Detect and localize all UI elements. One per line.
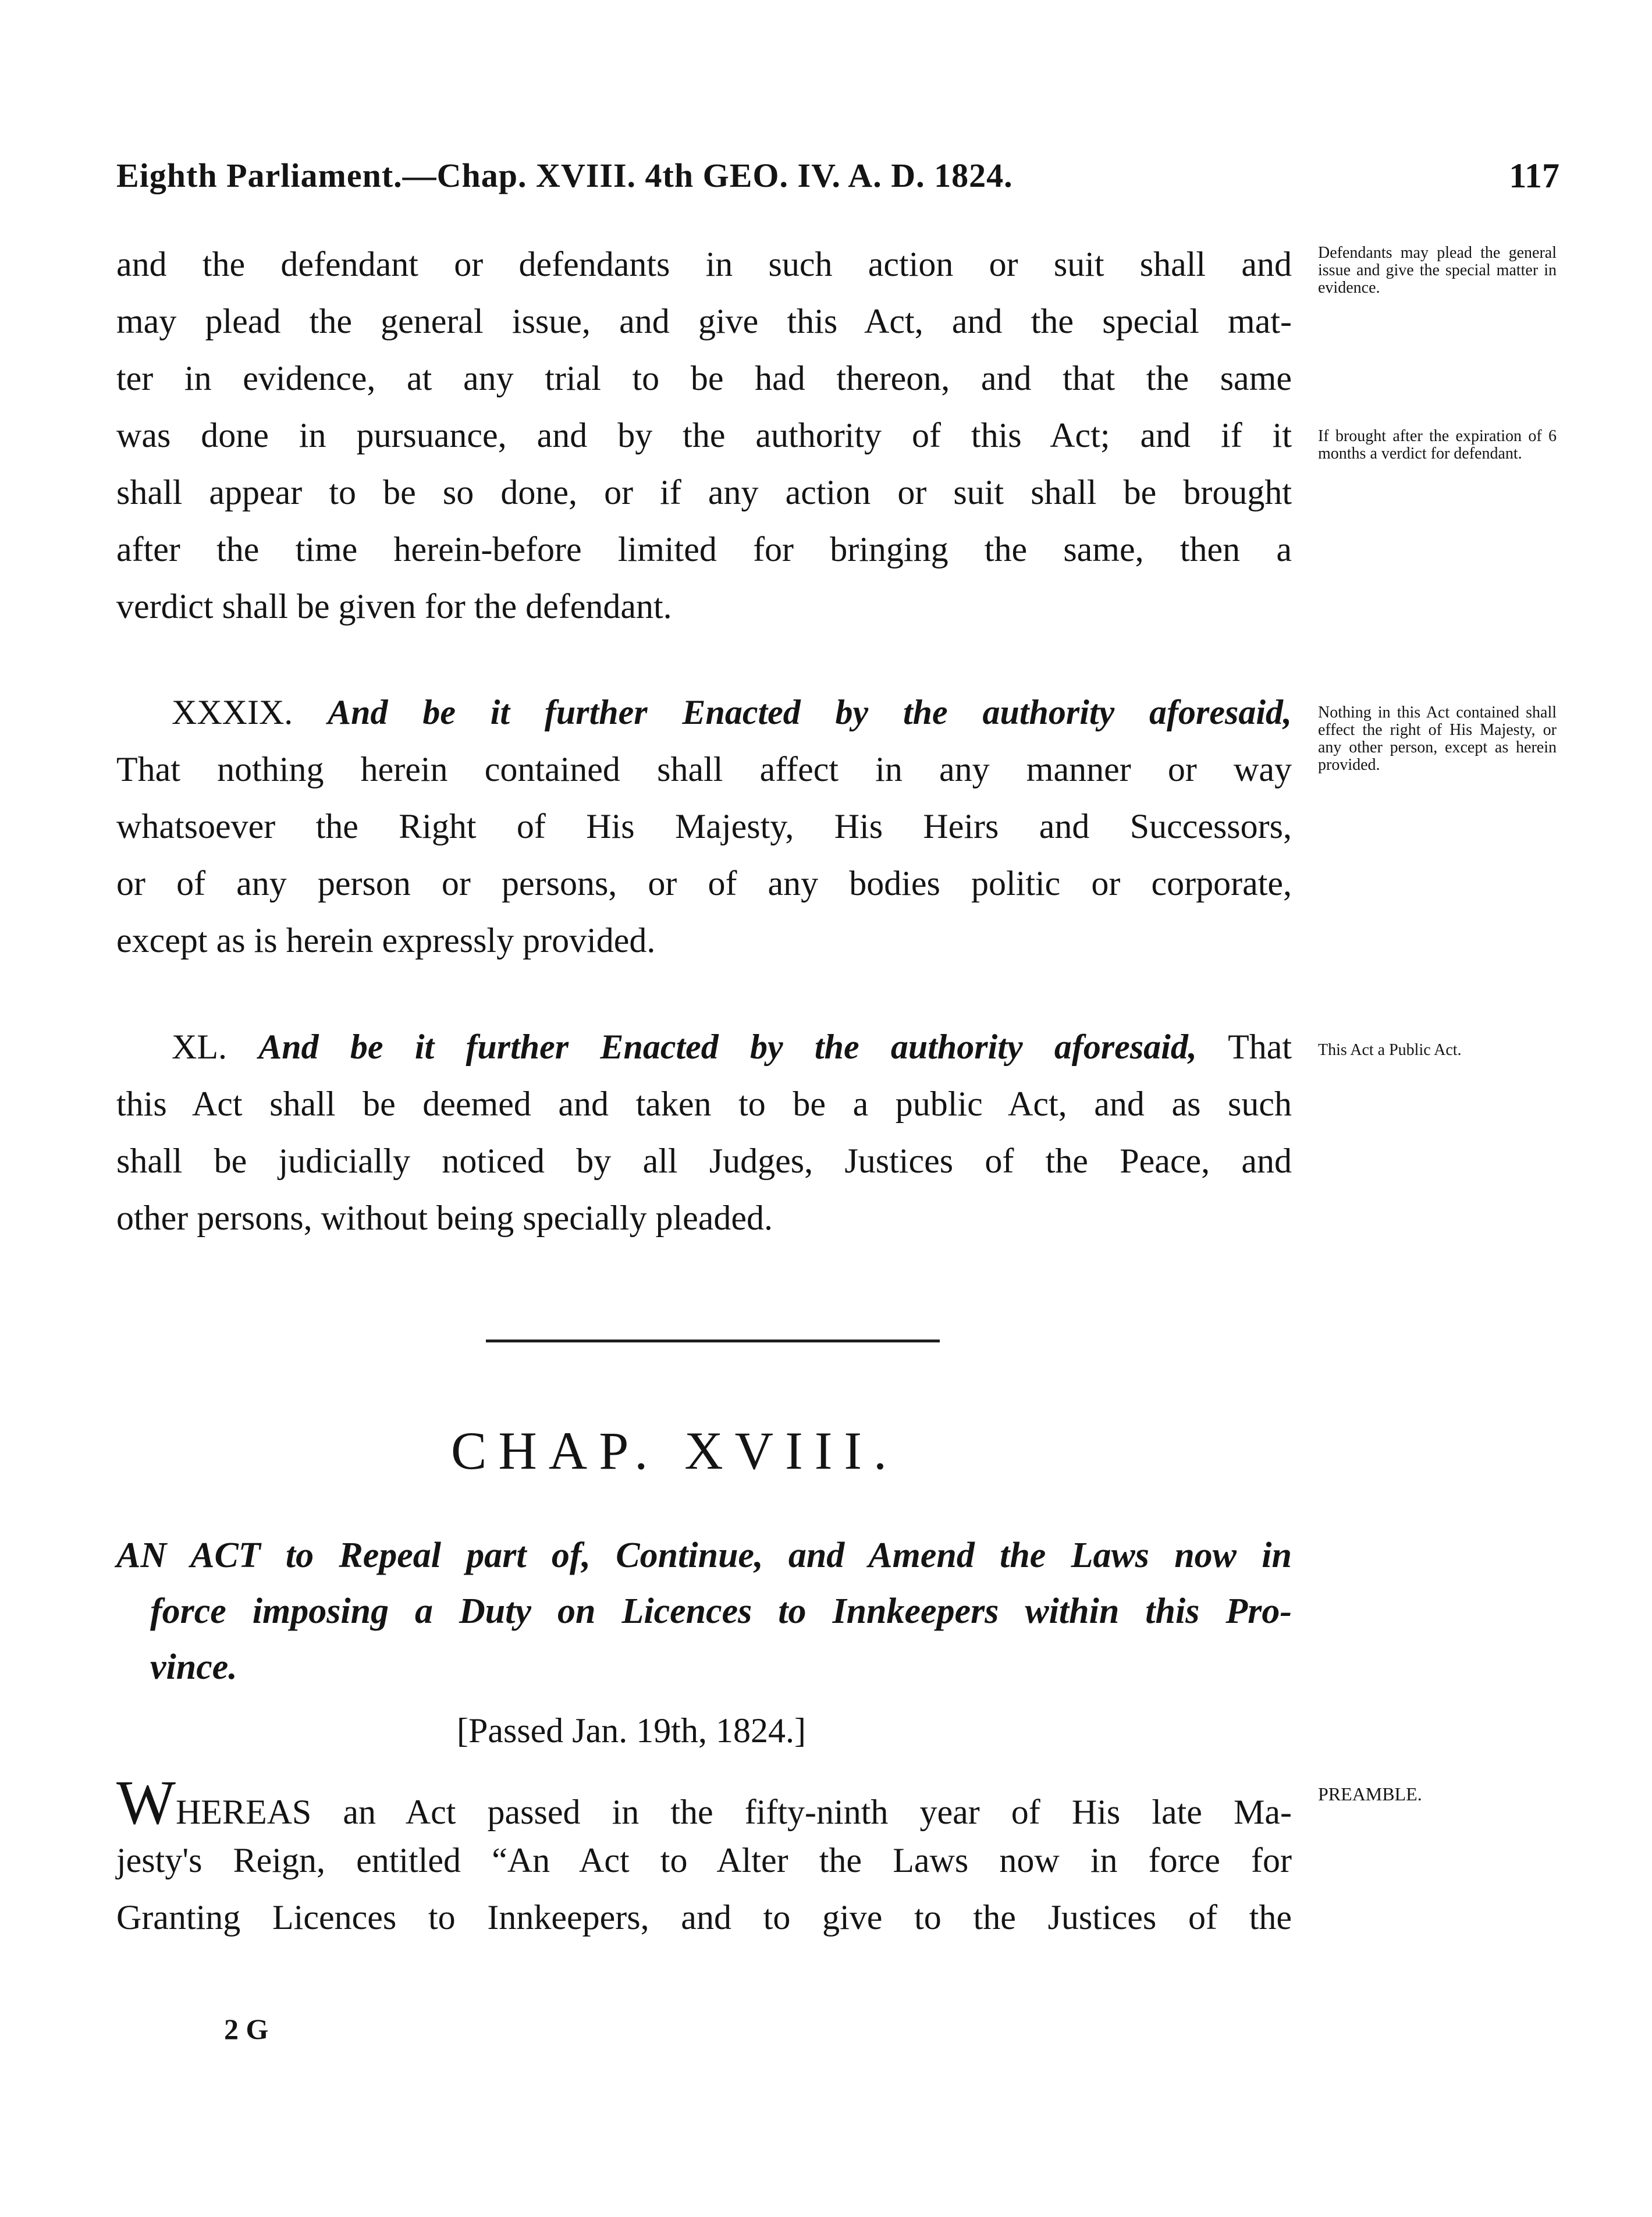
preamble-first-line <box>116 1768 1292 1838</box>
text-line: Granting Licences to Innkeepers, and to give to the Justices of the <box>116 1898 1292 1937</box>
section-40 <box>116 1018 1292 1246</box>
enacting-clause: And be it further Enacted by the authority aforesaid, <box>258 1028 1197 1066</box>
signature-mark: 2 G <box>224 2013 269 2045</box>
running-title: Eighth Parliament.—Chap. XVIII. 4th GEO. IV. A. D. 1824. <box>116 157 1013 194</box>
text-line: was done in pursuance, and by the authority of this Act; and if it <box>116 416 1292 454</box>
act-title-line: vince. <box>150 1647 237 1687</box>
margin-note-public-act: This Act a Public Act. <box>1318 1041 1462 1059</box>
drop-initial: W <box>116 1768 176 1838</box>
text-line: That nothing herein contained shall affect in any manner or way <box>116 750 1292 788</box>
act-title <box>116 1527 1292 1695</box>
section-38-continued <box>116 236 1292 635</box>
section-divider <box>486 1340 940 1342</box>
act-title-line: force imposing a Duty on Licences to Innkeepers within this Pro- <box>150 1591 1292 1631</box>
text-line: whatsoever the Right of His Majesty, His Heirs and Successors, <box>116 807 1292 845</box>
margin-note-preamble: PREAMBLE. <box>1318 1783 1422 1804</box>
margin-note-six-months: If brought after the expiration of 6 months a verdict for defendant. <box>1318 427 1557 463</box>
section-number: XXXIX. <box>172 693 293 731</box>
chapter-heading <box>0 1420 1652 1481</box>
text-line: jesty's Reign, entitled “An Act to Alter the Laws now in force for <box>116 1841 1292 1880</box>
section-39 <box>116 684 1292 969</box>
page-number: 117 <box>1509 157 1559 195</box>
text-line: and the defendant or defendants in such action or suit shall and <box>116 245 1292 283</box>
act-title-line: AN ACT to Repeal part of, Continue, and Amend the Laws now in <box>116 1536 1292 1575</box>
enacting-clause: And be it further Enacted by the authority aforesaid, <box>328 693 1292 731</box>
text-line: this Act shall be deemed and taken to be a public Act, and as such <box>116 1085 1292 1123</box>
text-line: except as is herein expressly provided. <box>116 921 656 960</box>
text-line: verdict shall be given for the defendant. <box>116 587 672 626</box>
preamble-line-text: HEREAS an Act passed in the fifty-ninth year of His late Ma- <box>175 1793 1292 1831</box>
text-line: other persons, without being specially pleaded. <box>116 1199 773 1237</box>
passed-date: [Passed Jan. 19th, 1824.] <box>457 1711 806 1750</box>
text-line: after the time herein-before limited for bringing the same, then a <box>116 530 1292 569</box>
chapter-heading-text: CHAP. XVIII. <box>451 1421 898 1480</box>
text-line: may plead the general issue, and give this Act, and the special mat- <box>116 302 1292 340</box>
text-line: shall appear to be so done, or if any action or suit shall be brought <box>116 473 1292 511</box>
section-40-tail: That <box>1228 1028 1292 1066</box>
margin-note-rights-saved: Nothing in this Act contained shall effect the right of His Majesty, or any other person, except as herein provided. <box>1318 704 1557 774</box>
text-line: or of any person or persons, or of any bodies politic or corporate, <box>116 864 1292 903</box>
running-header <box>116 156 1559 208</box>
section-39-first-line <box>116 684 1292 741</box>
text-line: shall be judicially noticed by all Judges, Justices of the Peace, and <box>116 1142 1292 1180</box>
text-line: ter in evidence, at any trial to be had thereon, and that the same <box>116 359 1292 397</box>
preamble <box>116 1768 1292 1946</box>
section-40-first-line <box>116 1018 1292 1075</box>
section-number: XL. <box>172 1028 227 1066</box>
margin-note-plead-general-issue: Defendants may plead the general issue and give the special matter in evidence. <box>1318 244 1557 297</box>
